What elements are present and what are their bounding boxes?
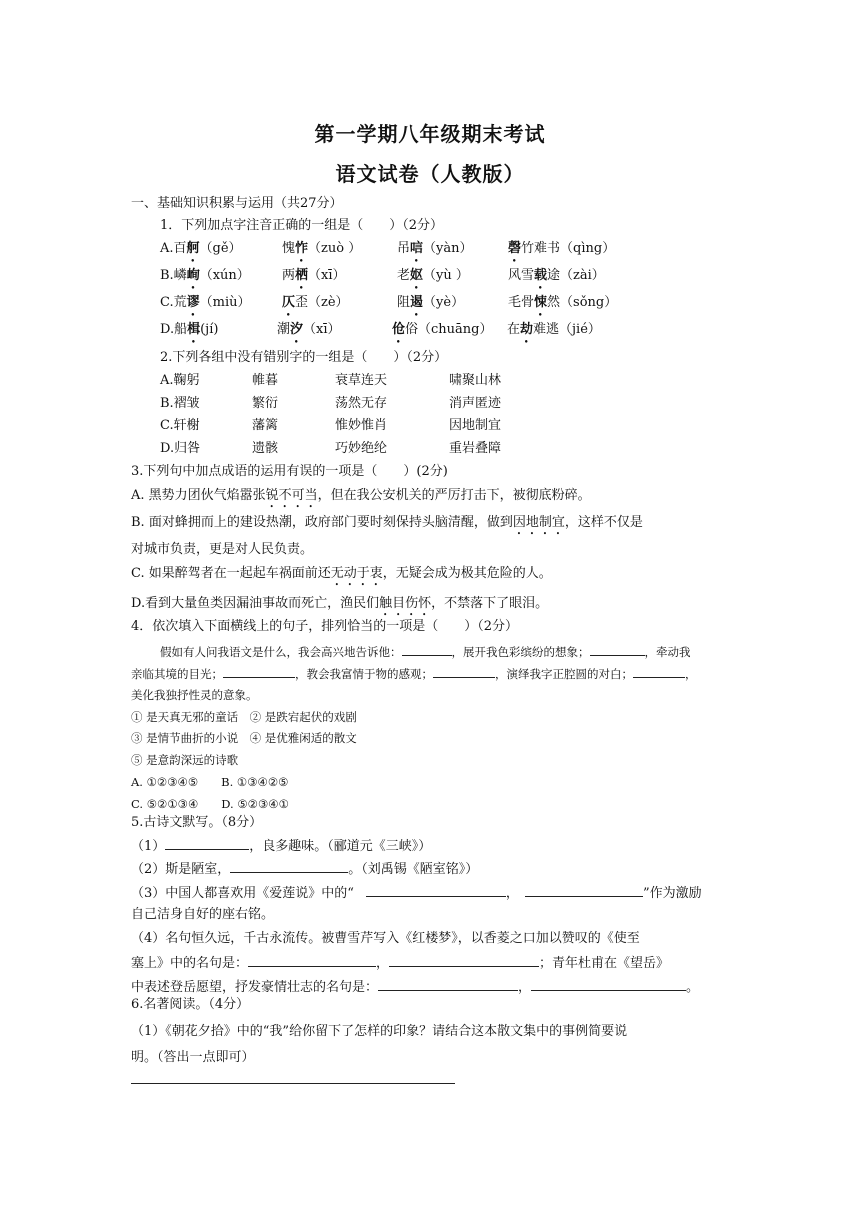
q6-item1: （1）《朝花夕拾》中的“我”给你留下了怎样的印象？请结合这本散文集中的事例简要说	[131, 1024, 628, 1039]
q6-stem: 6.名著阅读。（4分）	[131, 997, 250, 1012]
answer-line	[131, 1083, 455, 1084]
q4-stem: 4．依次填入下面横线上的句子，排列恰当的一项是（ ）（2分）	[131, 619, 519, 634]
q3-option-d: D.看到大量鱼类因漏油事故而死亡，渔民们触目伤怀，不禁落下了眼泪。	[131, 596, 549, 611]
q4-passage-line1: 假如有人问我语文是什么，我会高兴地告诉他： ，展开我色彩缤纷的想象； ，牵动我	[160, 642, 691, 661]
q3-option-b: B. 面对蜂拥而上的建设热潮，政府部门要时刻保持头脑清醒，做到因地制宜，这样不仅是	[131, 515, 643, 530]
q3-stem: 3.下列句中加点成语的运用有误的一项是（ ）(2分)	[131, 464, 448, 479]
exam-title: 第一学期八年级期末考试	[314, 122, 546, 146]
q4-choice-row2: ③ 是情节曲折的小说 ④ 是优雅闲适的散文	[131, 731, 357, 745]
q4-choice-row3: ⑤ 是意韵深远的诗歌	[131, 753, 239, 767]
exam-page: 第一学期八年级期末考试 语文试卷（人教版） 一、基础知识积累与运用（共27分） 1．下列加点字注音正确的一组是（ ）（2分） A.百舸（gě） 愧怍（zuò ） 吊唁（yàn） 磬竹难书（qìng） B.嶙峋（xún） 两栖（xī） 老妪（yù ） 风雪载途（zài） C.荒谬（miù） 仄歪（zè） 阻遏（yè） 毛骨悚然（sǒng） D.船楫(jí) 潮汐（xī） 伧俗（chuāng） 在劫难逃（jié） 2.下列各组中没有错别字的一组是（ ）（2分） A.鞠躬 帷暮 衰草连天 啸聚山林 B.褶皱 繁衍 荡然无存 消声匿迹 C.轩榭 藩篱 惟妙惟肖 因地制宜 D.归咎 遗骸 巧妙绝纶 重岩叠障 3.下列句中加点成语的运用有误的一项是（ ）(2分) A. 黑势力团伙气焰嚣张锐不可当，但在我公安机关的严厉打击下，被彻底粉碎。 B. 面对蜂拥而上的建设热潮，政府部门要时刻保持头脑清醒，做到因地制宜，这样不仅是 对城市负责，更是对人民负责。 C. 如果醉驾者在一起起车祸面前还无动于衷，无疑会成为极其危险的人。 D.看到大量鱼类因漏油事故而死亡，渔民们触目伤怀，不禁落下了眼泪。 4．依次填入下面横线上的句子，排列恰当的一项是（ ）（2分） 假如有人问我语文是什么，我会高兴地告诉他： ，展开我色彩缤纷的想象； ，牵动我 亲临其境的目光； ，教会我富情于物的感观； ，演绎我字正腔圆的对白； ， 美化我独抒性灵的意象。 ① 是天真无邪的童话 ② 是跌宕起伏的戏剧 ③ 是情节曲折的小说 ④ 是优雅闲适的散文 ⑤ 是意韵深远的诗歌 A. ①②③④⑤ B. ①③④②⑤ C. ⑤②①③④ D. ⑤②③④① 5.古诗文默写。（8分） （1） ，良多趣味。（郦道元《三峡》） （2）斯是陋室， 。（刘禹锡《陋室铭》） （3）中国人都喜欢用《爱莲说》中的“ ， ”作为激励 自己洁身自好的座右铭。 （4）名句恒久远，千古永流传。被曹雪芹写入《红楼梦》，以香菱之口加以赞叹的《使至 塞上》中的名句是： ， ；青年杜甫在《望岳》 中表述登岳愿望，抒发豪情壮志的名句是： ， 。 6.名著阅读。（4分） （1）《朝花夕拾》中的“我”给你留下了怎样的印象？请结合这本散文集中的事例简要说 明。（答出一点即可）	[0, 0, 860, 1216]
q3-option-c: C. 如果醉驾者在一起起车祸面前还无动于衷，无疑会成为极其危险的人。	[131, 566, 552, 581]
q5-item2: （2）斯是陋室， 。（刘禹锡《陋室铭》）	[131, 859, 478, 879]
q5-stem: 5.古诗文默写。（8分）	[131, 815, 263, 830]
q5-item3-cont: 自己洁身自好的座右铭。	[131, 907, 275, 922]
exam-subtitle: 语文试卷（人教版）	[335, 162, 525, 186]
q4-passage-line2: 亲临其境的目光； ，教会我富情于物的感观； ，演绎我字正腔圆的对白； ，	[131, 664, 697, 683]
q6-item1-cont: 明。（答出一点即可）	[131, 1050, 255, 1065]
section-heading: 一、基础知识积累与运用（共27分）	[131, 196, 343, 211]
q5-item4-line2: 塞上》中的名句是： ， ；青年杜甫在《望岳》	[131, 953, 669, 973]
q4-passage-line3: 美化我独抒性灵的意象。	[131, 688, 258, 702]
q4-answer-ab: A. ①②③④⑤ B. ①③④②⑤	[131, 775, 289, 789]
q4-choice-row1: ① 是天真无邪的童话 ② 是跌宕起伏的戏剧	[131, 710, 357, 724]
q3-option-b-cont: 对城市负责，更是对人民负责。	[131, 542, 314, 557]
q2-stem: 2.下列各组中没有错别字的一组是（ ）（2分）	[160, 350, 448, 365]
q5-item3: （3）中国人都喜欢用《爱莲说》中的“ ， ”作为激励	[131, 883, 702, 903]
q5-item4: （4）名句恒久远，千古永流传。被曹雪芹写入《红楼梦》，以香菱之口加以赞叹的《使至	[131, 931, 640, 946]
q5-item4-line3: 中表述登岳愿望，抒发豪情壮志的名句是： ， 。	[131, 977, 699, 997]
q5-item1: （1） ，良多趣味。（郦道元《三峡》）	[131, 836, 431, 856]
q1-stem: 1．下列加点字注音正确的一组是（ ）（2分）	[160, 218, 444, 233]
q3-option-a: A. 黑势力团伙气焰嚣张锐不可当，但在我公安机关的严厉打击下，被彻底粉碎。	[131, 488, 591, 503]
q4-answer-cd: C. ⑤②①③④ D. ⑤②③④①	[131, 797, 289, 811]
